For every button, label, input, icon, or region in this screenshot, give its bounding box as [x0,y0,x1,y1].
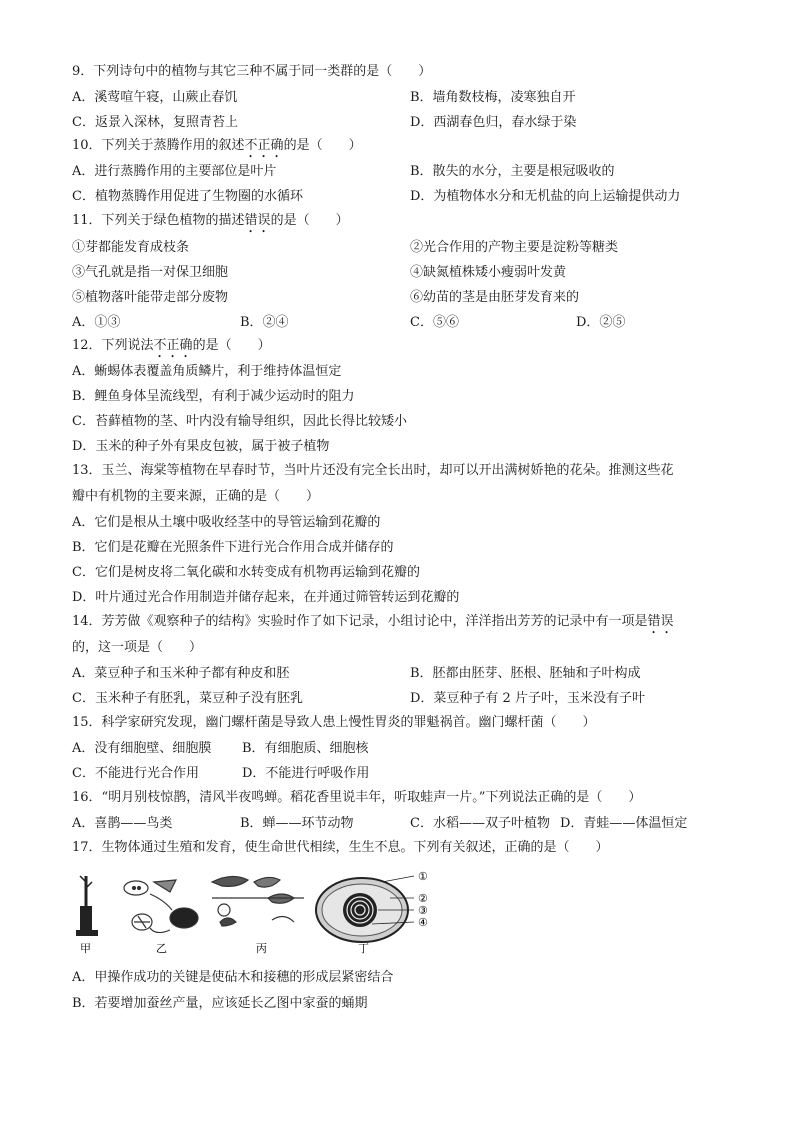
question-14-options-row2 [72,689,732,709]
question-11-stem: 11．下列关于绿色植物的描述错误的是（ ） [72,213,349,228]
option-a[interactable]: A．菜豆种子和玉米种子都有种皮和胚 [72,666,290,681]
option-b[interactable]: B．胚都由胚芽、胚根、胚轴和子叶构成 [410,666,641,681]
option-d[interactable]: D．青蛙——体温恒定 [560,816,688,831]
question-11-statements-row1: ①芽都能发育成枝条 ②光合作用的产物主要是淀粉等糖类 [72,240,619,255]
question-11-statements-row2: ③气孔就是指一对保卫细胞 ④缺氮植株矮小瘦弱叶发黄 [72,265,567,280]
option-a[interactable]: A．喜鹊——鸟类 [72,816,173,831]
question-12-option-d[interactable]: D．玉米的种子外有果皮包被，属于被子植物 [72,439,330,454]
question-13-option-b[interactable]: B．它们是花瓣在光照条件下进行光合作用合成并储存的 [72,540,394,555]
option-d[interactable]: D．为植物体水分和无机盐的向上运输提供动力 [410,189,681,204]
option-b[interactable]: B．有细胞质、细胞核 [242,741,369,756]
option-a[interactable]: A．没有细胞壁、细胞膜 [72,741,212,756]
figure-label-yi: 乙 [156,942,167,955]
question-13-option-a[interactable]: A．它们是根从土壤中吸收经茎中的导管运输到花瓣的 [72,515,381,530]
option-a[interactable]: A．进行蒸腾作用的主要部位是叶片 [72,164,277,179]
question-9-options-row2 [72,113,732,133]
figure-number-1: ① [418,870,428,883]
silkworm-life-cycle [124,880,198,933]
figure-label-jia: 甲 [80,942,91,955]
figure-label-ding: 丁 [358,942,369,955]
question-12-stem: 12．下列说法不正确的是（ ） [72,338,271,353]
question-14-stem-line1: 14．芳芳做《观察种子的结构》实验时作了如下记录，小组讨论中，洋洋指出芳芳的记录中有一项是错误 [72,614,674,629]
question-12-option-c[interactable]: C．苔藓植物的茎、叶内没有输导组织，因此长得比较矮小 [72,414,407,429]
option-c[interactable]: C．植物蒸腾作用促进了生物圈的水循环 [72,189,303,204]
option-c[interactable]: C．玉米种子有胚乳，菜豆种子没有胚乳 [72,691,303,706]
question-17-figure [72,868,442,956]
question-13-stem-line2: 瓣中有机物的主要来源，正确的是（ ） [72,489,320,504]
question-17-option-b[interactable]: B．若要增加蚕丝产量，应该延长乙图中家蚕的蛹期 [72,996,368,1011]
question-13-option-d[interactable]: D．叶片通过光合作用制造并储存起来，在并通过筛管转运到花瓣的 [72,590,460,605]
option-c[interactable]: C．⑤⑥ [410,315,459,330]
option-b[interactable]: B．墙角数枝梅，凌寒独自开 [410,90,576,105]
option-d[interactable]: D．西湖春色归，春水绿于染 [410,115,577,130]
question-11-statements-row3: ⑤植物落叶能带走部分废物 ⑥幼苗的茎是由胚芽发育来的 [72,290,580,305]
question-16-options [72,814,732,834]
emphasis-text: 不正确 [244,138,284,153]
question-15-stem: 15．科学家研究发现，幽门螺杆菌是导致人患上慢性胃炎的罪魁祸首。幽门螺杆菌（ ） [72,715,596,730]
option-b[interactable]: B．②④ [240,315,289,330]
option-c[interactable]: C．不能进行光合作用 [72,766,199,781]
option-d[interactable]: D．不能进行呼吸作用 [242,766,370,781]
option-c[interactable]: C．返景入深林，复照青苔上 [72,115,238,130]
question-15-options-row2 [72,764,732,784]
frog-metamorphosis [212,876,304,926]
option-d[interactable]: D．菜豆种子有 2 片子叶，玉米没有子叶 [410,691,645,706]
question-13-stem-line1: 13．玉兰、海棠等植物在早春时节，当叶片还没有完全长出时，却可以开出满树娇艳的花朵。推测这些花 [72,463,674,478]
bird-egg-structure [316,876,414,942]
figure-label-bing: 丙 [256,942,267,955]
question-10-stem: 10．下列关于蒸腾作用的叙述不正确的是（ ） [72,138,362,153]
question-12-option-b[interactable]: B．鲤鱼身体呈流线型，有利于减少运动时的阻力 [72,389,355,404]
option-c[interactable]: C．水稻——双子叶植物 [410,816,550,831]
emphasis-text: 错误 [647,614,674,629]
emphasis-text: 错误 [244,213,271,228]
question-14-options-row1 [72,664,732,684]
question-14-stem-line2: 的，这一项是（ ） [72,640,203,655]
figure-number-3: ③ [418,904,428,917]
question-10-options-row2 [72,187,732,207]
option-a[interactable]: A．溪莺喧午寝，山蕨止春饥 [72,90,238,105]
emphasis-text: 不正确 [153,338,193,353]
question-13-option-c[interactable]: C．它们是树皮将二氧化碳和水转变成有机物再运输到花瓣的 [72,565,420,580]
option-b[interactable]: B．散失的水分，主要是根冠吸收的 [410,164,615,179]
figure-number-2: ② [418,892,428,905]
question-17-option-a[interactable]: A．甲操作成功的关键是使砧木和接穗的形成层紧密结合 [72,970,394,985]
option-a[interactable]: A．①③ [72,315,121,330]
question-10-options-row1 [72,162,732,182]
grafting-diagram [76,876,98,936]
question-9-options-row1 [72,88,732,108]
option-d[interactable]: D．②⑤ [576,315,626,330]
biology-diagram [72,868,442,956]
question-17-stem: 17．生物体通过生殖和发育，使生命世代相续，生生不息。下列有关叙述，正确的是（ ） [72,840,609,855]
figure-number-4: ④ [418,916,428,929]
question-12-option-a[interactable]: A．蜥蜴体表覆盖角质鳞片，利于维持体温恒定 [72,364,342,379]
question-9-stem: 9．下列诗句中的植物与其它三种不属于同一类群的是（ ） [72,64,432,79]
question-15-options-row1 [72,739,732,759]
option-b[interactable]: B．蝉——环节动物 [240,816,354,831]
question-16-stem: 16．“明月别枝惊鹊，清风半夜鸣蝉。稻花香里说丰年，听取蛙声一片。”下列说法正确的是（ ） [72,790,642,805]
question-11-options [72,313,732,333]
